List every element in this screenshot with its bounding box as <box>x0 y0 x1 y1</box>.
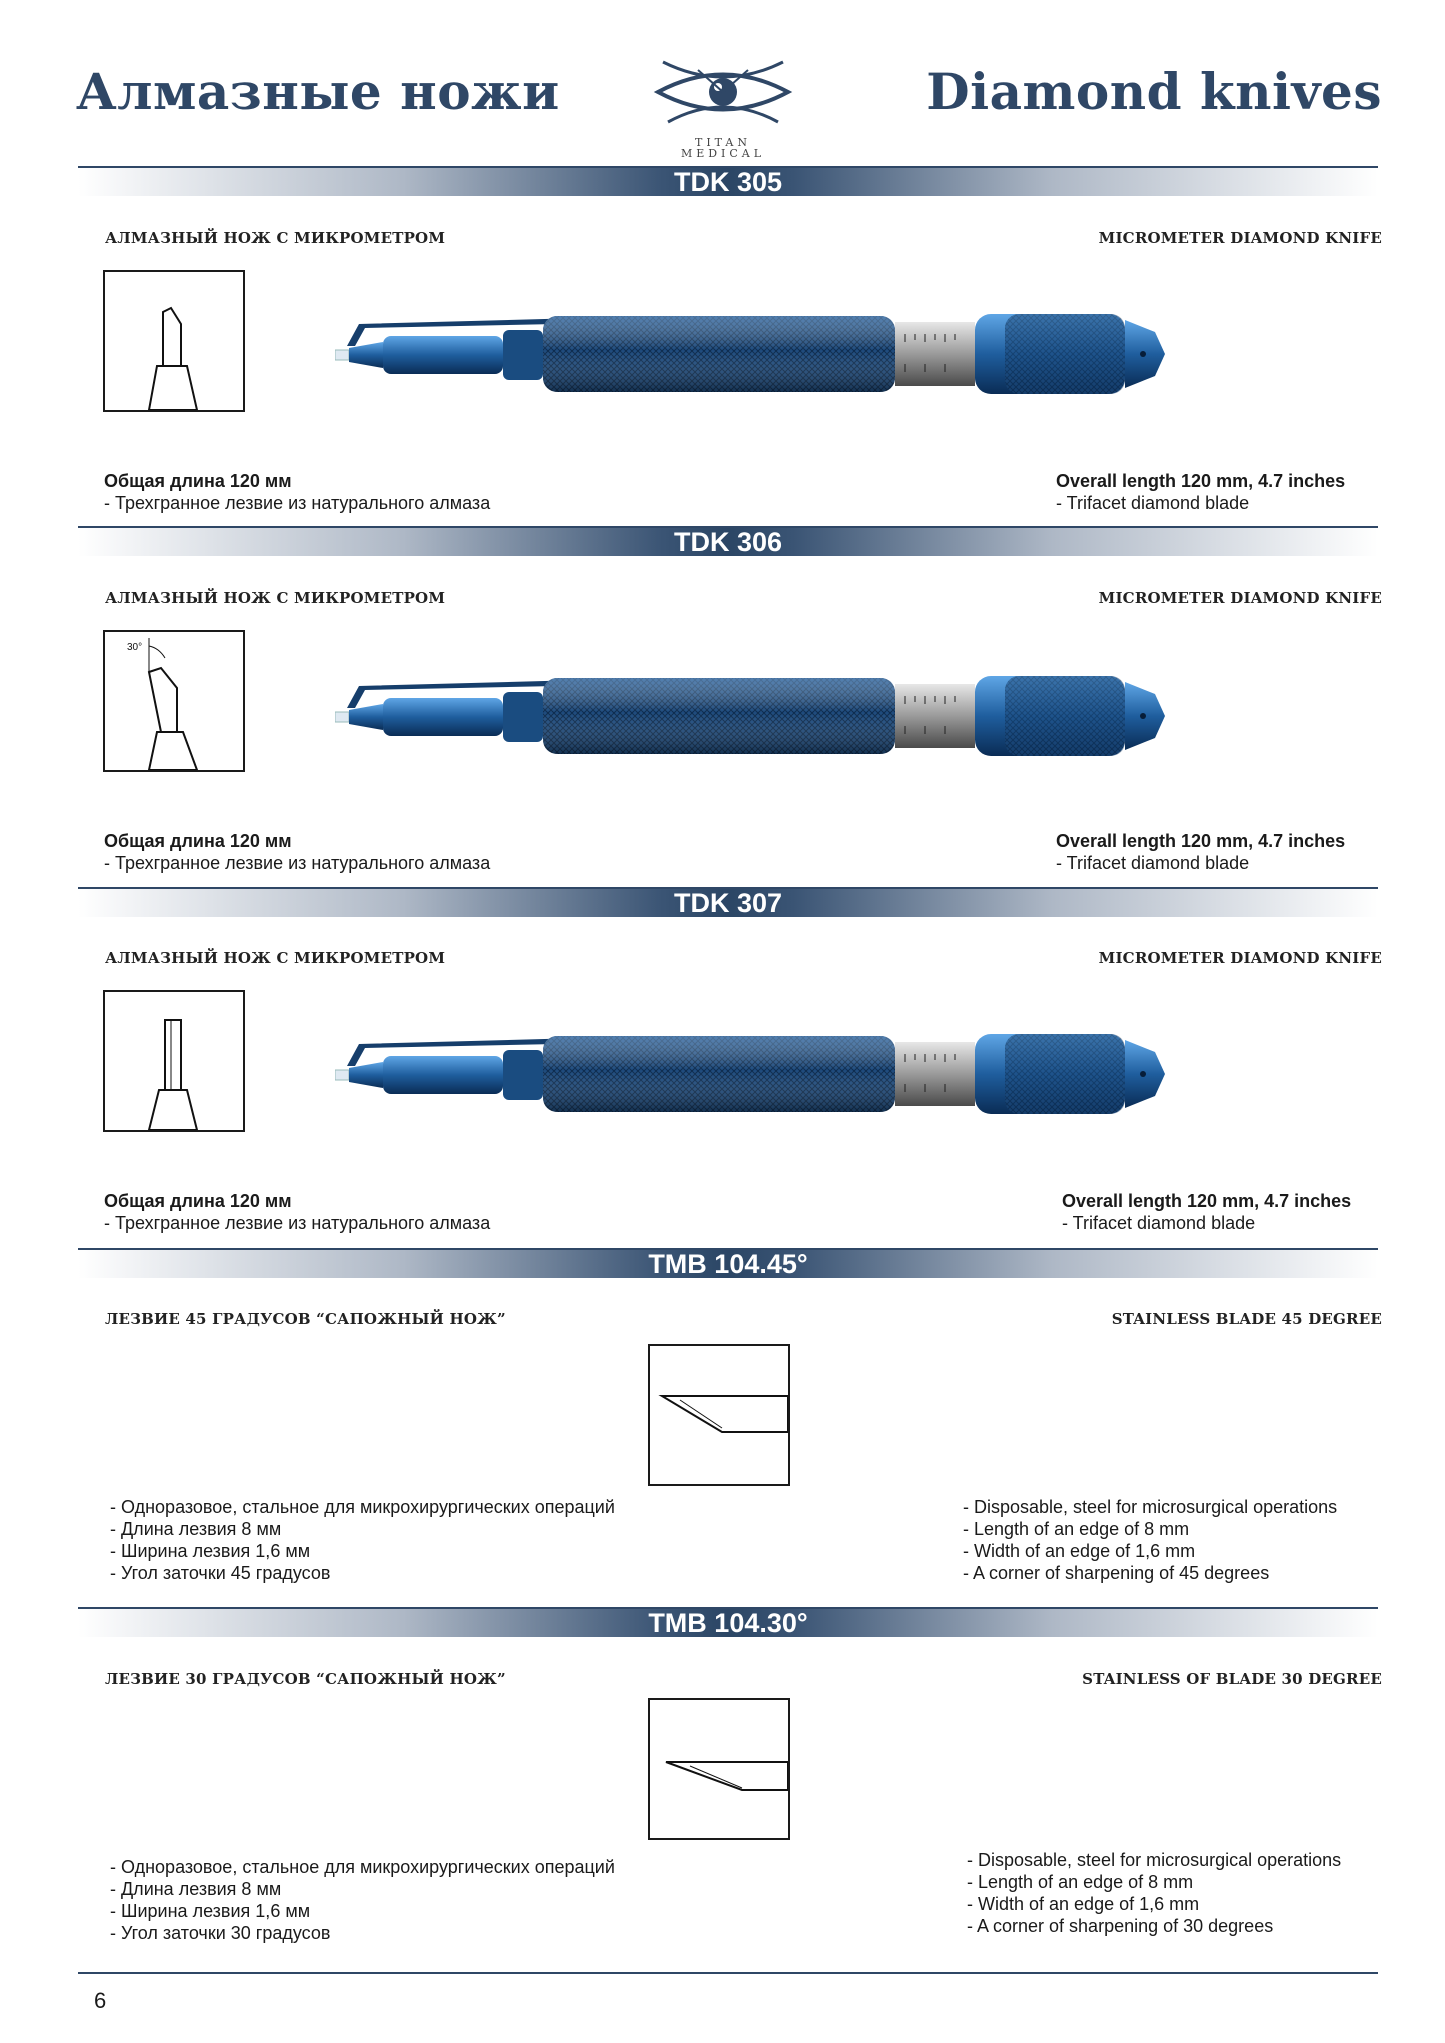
blade-type-en: - Trifacet diamond blade <box>1056 853 1250 873</box>
page-number: 6 <box>94 1988 107 2013</box>
section-subtitle-ru: АЛМАЗНЫЙ НОЖ С МИКРОМЕТРОМ <box>105 589 446 607</box>
bullet-list-ru-45 <box>110 1496 615 1584</box>
section-subtitle-ru: ЛЕЗВИЕ 45 ГРАДУСОВ “САПОЖНЫЙ НОЖ” <box>105 1310 506 1328</box>
list-item: - Width of an edge of 1,6 mm <box>963 1541 1196 1561</box>
logo-text-line2: MEDICAL <box>680 147 766 160</box>
section-code: TDK 305 <box>673 167 783 197</box>
page-title-en: Diamond knives <box>926 62 1382 121</box>
angle-label: 30° <box>127 642 143 653</box>
overall-length-ru: Общая длина 120 мм <box>104 831 292 851</box>
spec-en-tdk-307 <box>1062 1190 1351 1234</box>
blade-diagram-tdk-306 <box>103 630 245 772</box>
overall-length-en: Overall length 120 mm, 4.7 inches <box>1062 1191 1352 1211</box>
section-subtitle-ru: ЛЕЗВИЕ 30 ГРАДУСОВ “САПОЖНЫЙ НОЖ” <box>105 1670 506 1688</box>
bullet-list-en-30 <box>967 1849 1341 1937</box>
list-item: - Угол заточки 30 градусов <box>110 1923 331 1943</box>
footer-divider <box>78 1972 1378 1974</box>
list-item: - Ширина лезвия 1,6 мм <box>110 1901 311 1921</box>
page-title-ru: Алмазные ножи <box>76 62 560 121</box>
list-item: - Одноразовое, стальное для микрохирургических операций <box>110 1857 615 1877</box>
section-subtitle-en: STAINLESS OF BLADE 30 DEGREE <box>1082 1670 1382 1688</box>
spec-ru-tdk-306 <box>104 830 490 874</box>
bullet-list-en-45 <box>963 1496 1337 1584</box>
blade-type-ru: - Трехгранное лезвие из натурального алмаза <box>104 493 491 513</box>
overall-length-en: Overall length 120 mm, 4.7 inches <box>1056 471 1346 491</box>
overall-length-ru: Общая длина 120 мм <box>104 1191 292 1211</box>
blade-diagram-tdk-305 <box>103 270 245 412</box>
blade-type-en: - Trifacet diamond blade <box>1062 1213 1256 1233</box>
bullet-list-ru-30 <box>110 1856 615 1944</box>
blade-diagram-30 <box>648 1698 790 1840</box>
blade-diagram-tdk-307 <box>103 990 245 1132</box>
list-item: - A corner of sharpening of 45 degrees <box>963 1563 1270 1583</box>
list-item: - Длина лезвия 8 мм <box>110 1519 282 1539</box>
blade-type-ru: - Трехгранное лезвие из натурального алмаза <box>104 853 491 873</box>
eye-logo-icon <box>648 52 798 132</box>
section-subtitle-ru: АЛМАЗНЫЙ НОЖ С МИКРОМЕТРОМ <box>105 949 446 967</box>
section-band-tdk-306 <box>78 526 1378 556</box>
list-item: - A corner of sharpening of 30 degrees <box>967 1916 1274 1936</box>
list-item: - Disposable, steel for microsurgical operations <box>967 1850 1342 1870</box>
titan-medical-logo <box>648 52 798 162</box>
knife-image-tdk-307 <box>335 1026 1175 1127</box>
knife-image-tdk-306 <box>335 668 1175 769</box>
spec-en-tdk-305 <box>1056 470 1345 514</box>
section-subtitle-en: MICROMETER DIAMOND KNIFE <box>1098 589 1382 607</box>
spec-ru-tdk-305 <box>104 470 490 514</box>
section-band-tdk-305 <box>78 166 1378 196</box>
list-item: - Длина лезвия 8 мм <box>110 1879 282 1899</box>
list-item: - Disposable, steel for microsurgical operations <box>963 1497 1338 1517</box>
section-band-tdk-307 <box>78 887 1378 917</box>
section-code: TMB 104.30° <box>648 1608 808 1638</box>
section-subtitle-en: MICROMETER DIAMOND KNIFE <box>1098 949 1382 967</box>
list-item: - Одноразовое, стальное для микрохирургических операций <box>110 1497 615 1517</box>
overall-length-en: Overall length 120 mm, 4.7 inches <box>1056 831 1346 851</box>
section-subtitle-en: MICROMETER DIAMOND KNIFE <box>1098 229 1382 247</box>
list-item: - Угол заточки 45 градусов <box>110 1563 331 1583</box>
list-item: - Width of an edge of 1,6 mm <box>967 1894 1200 1914</box>
blade-diagram-45 <box>648 1344 790 1486</box>
list-item: - Ширина лезвия 1,6 мм <box>110 1541 311 1561</box>
section-code: TMB 104.45° <box>648 1249 808 1279</box>
list-item: - Length of an edge of 8 mm <box>963 1519 1190 1539</box>
overall-length-ru: Общая длина 120 мм <box>104 471 292 491</box>
spec-en-tdk-306 <box>1056 830 1345 874</box>
list-item: - Length of an edge of 8 mm <box>967 1872 1194 1892</box>
blade-type-en: - Trifacet diamond blade <box>1056 493 1250 513</box>
spec-ru-tdk-307 <box>104 1190 490 1234</box>
section-subtitle-en: STAINLESS BLADE 45 DEGREE <box>1111 1310 1382 1328</box>
section-band-tmb-104-45 <box>78 1248 1378 1278</box>
section-code: TDK 307 <box>673 888 783 918</box>
section-band-tmb-104-30 <box>78 1607 1378 1637</box>
knife-image-tdk-305 <box>335 306 1175 407</box>
section-code: TDK 306 <box>673 527 783 557</box>
blade-type-ru: - Трехгранное лезвие из натурального алмаза <box>104 1213 491 1233</box>
section-subtitle-ru: АЛМАЗНЫЙ НОЖ С МИКРОМЕТРОМ <box>105 229 446 247</box>
logo-text-line1: TITAN <box>695 136 751 149</box>
